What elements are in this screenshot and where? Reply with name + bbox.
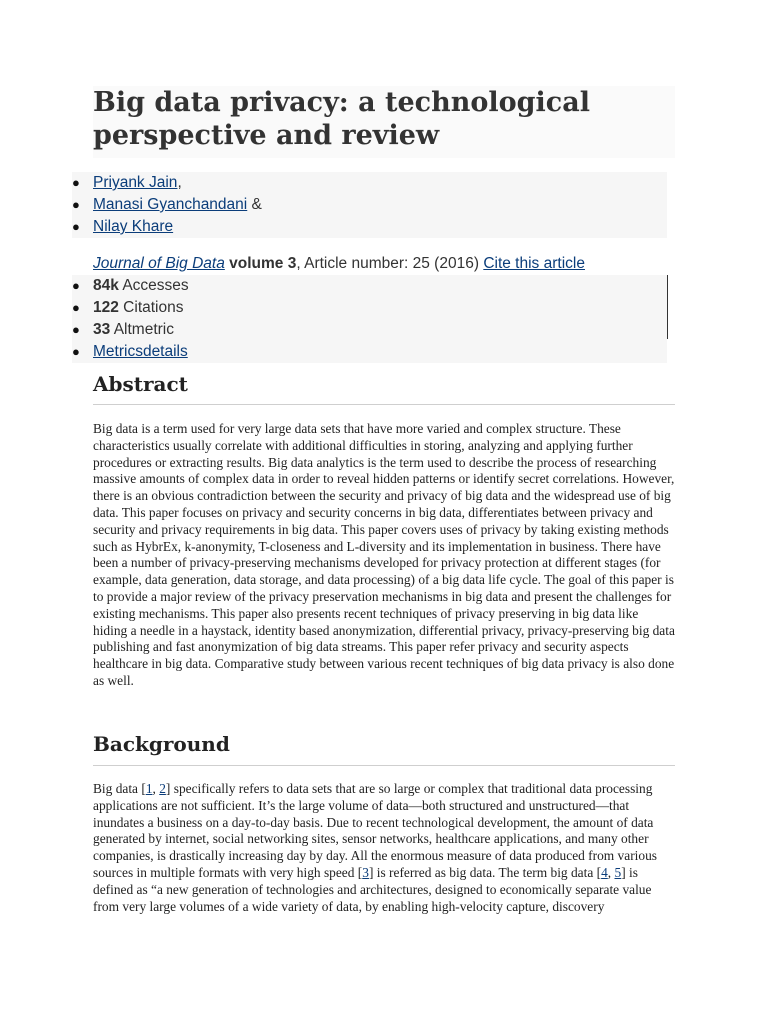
reference-link-5[interactable]: 5 [614, 864, 622, 880]
background-text-part: ] specifically refers to data sets that are so large or complex that traditional data processing applications are not sufficient. It’s the large volume of data—both structured and unstructured—that inundates a business on a day-to-day basis. Due to recent technological development, the amount of data generated by internet, social networking sites, sensor networks, healthcare applications, and many other companies, is drastically increasing day by day. All the enormous measure of data produced from various sources in multiple formats with very high speed [ [93, 781, 657, 880]
metric-value: 33 [93, 321, 111, 338]
author-item [72, 194, 667, 216]
author-list [72, 172, 667, 238]
metric-value: 122 [93, 299, 119, 316]
metric-value: 84k [93, 277, 119, 294]
article-number: , Article number: 25 (2016) [296, 255, 484, 272]
abstract-divider [93, 404, 675, 405]
journal-volume: volume 3 [229, 255, 297, 272]
metric-accesses [72, 275, 667, 297]
abstract-heading: Abstract [93, 372, 188, 396]
reference-link-3[interactable]: 3 [362, 864, 369, 880]
author-link-manasi-gyanchandani[interactable]: Manasi Gyanchandani [93, 196, 248, 213]
author-link-nilay-khare[interactable]: Nilay Khare [93, 218, 174, 235]
metric-label: Accesses [118, 277, 189, 294]
bullet-icon: ● [72, 300, 80, 315]
author-item [72, 216, 667, 238]
metrics-list [72, 275, 667, 363]
metrics-details-item [72, 341, 667, 363]
metric-label: Citations [118, 299, 184, 316]
reference-link-2[interactable]: 2 [159, 781, 166, 796]
reference-link-4[interactable]: 4 [601, 864, 608, 880]
journal-link[interactable]: Journal of Big Data [93, 255, 225, 272]
metric-label: Altmetric [110, 321, 174, 338]
metric-altmetric [72, 319, 667, 341]
background-divider [93, 765, 675, 766]
author-separator: , [177, 174, 182, 191]
journal-citation [93, 253, 585, 275]
reference-link-1[interactable]: 1 [145, 781, 153, 796]
abstract-text: Big data is a term used for very large data sets that have more varied and complex structure. These characteristics usually correlate with additional difficulties in storing, analyzing and applying further procedures or extracting results. Big data analytics is the term used to describe the process of researching massive amounts of complex data in order to reveal hidden patterns or identify secret correlations. However, there is an obvious contradiction between the security and privacy of big data and the widespread use of big data. This paper focuses on privacy and security concerns in big data, differentiates between privacy and security and privacy requirements in big data. This paper covers uses of privacy by taking existing methods such as HybrEx, k-anonymity, T-closeness and L-diversity and its implementation in business. There have been a number of privacy-preserving mechanisms developed for privacy protection at different stages (for example, data generation, data storage, and data processing) of a big data life cycle. The goal of this paper is to provide a major review of the privacy preservation mechanisms in big data and present the challenges for existing mechanisms. This paper also presents recent techniques of privacy preserving in big data like hiding a needle in a haystack, identity based anonymization, differential privacy, privacy-preserving big data publishing and fast anonymization of big data streams. This paper refer privacy and security aspects healthcare in big data. Comparative study between various recent techniques of big data privacy is also done as well. [93, 421, 675, 688]
metrics-details-link[interactable]: Metricsdetails [93, 343, 188, 360]
bullet-icon: ● [72, 344, 80, 359]
bullet-icon: ● [72, 322, 80, 337]
background-text-part: ] is defined as “a new generation of technologies and architectures, designed to economically separate value from very large volumes of a wide variety of data, by enabling high-velocity capture, discovery [93, 864, 652, 914]
metrics-divider [667, 275, 668, 339]
background-heading: Background [93, 732, 230, 756]
metric-citations [72, 297, 667, 319]
background-text-part: ] is referred as big data. The term big data [ [368, 864, 602, 880]
background-text-part: , [607, 864, 615, 880]
bullet-icon: ● [72, 278, 80, 293]
background-text [93, 781, 675, 915]
background-text-part: Big data [ [93, 781, 146, 796]
author-link-priyank-jain[interactable]: Priyank Jain [93, 174, 178, 191]
article-title: Big data privacy: a technological perspective and review [93, 86, 675, 158]
author-separator: & [247, 196, 262, 213]
bullet-icon: ● [72, 219, 80, 234]
bullet-icon: ● [72, 197, 80, 212]
cite-article-link[interactable]: Cite this article [483, 255, 585, 272]
bullet-icon: ● [72, 175, 80, 190]
background-text-part: , [152, 781, 160, 796]
author-item [72, 172, 667, 194]
